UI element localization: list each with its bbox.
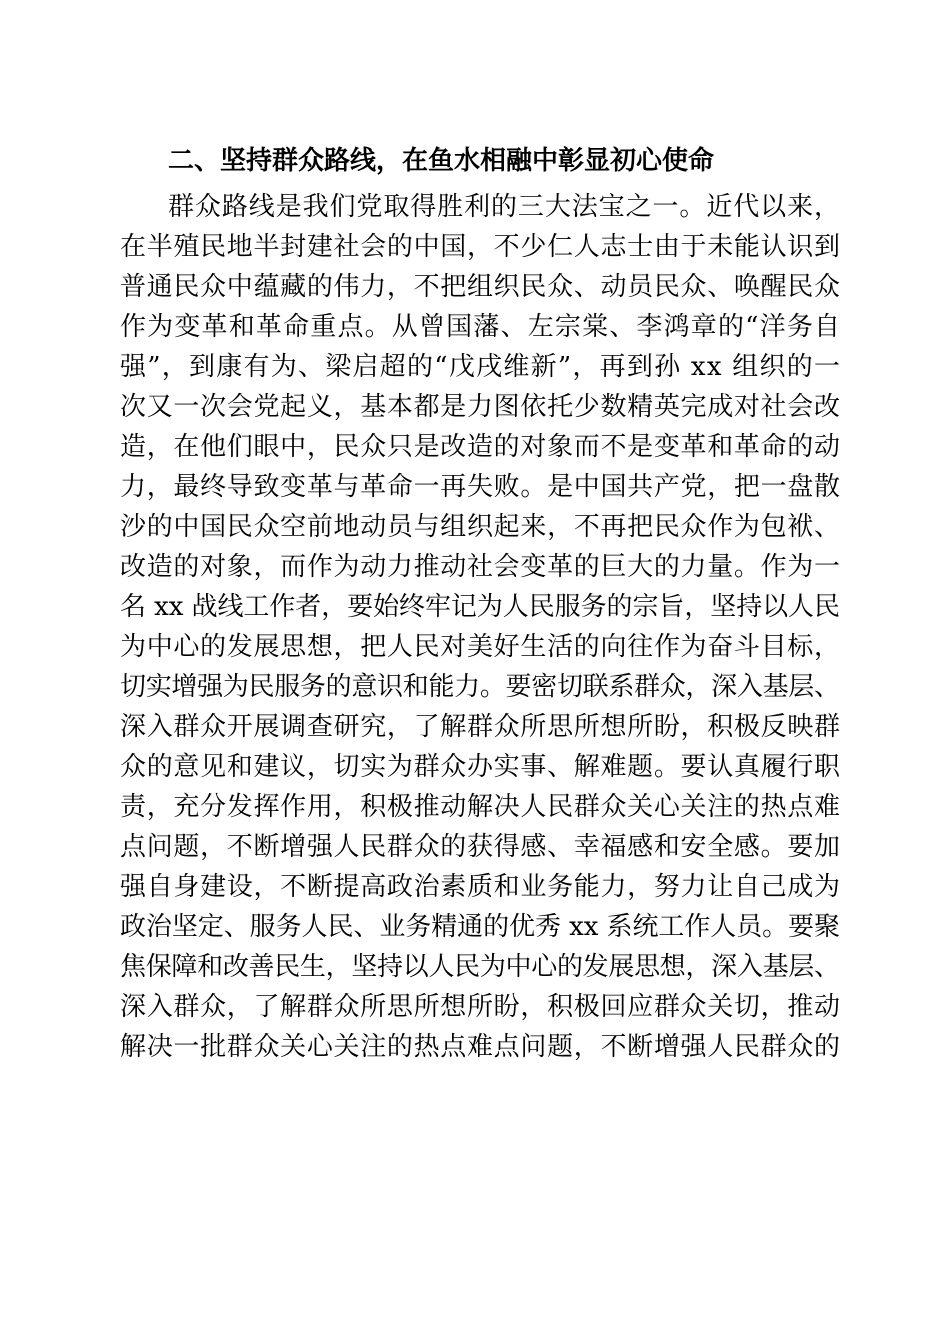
text-line: 造，在他们眼中，民众只是改造的对象而不是变革和革命的动 bbox=[120, 432, 841, 462]
text-line: 群众路线是我们党取得胜利的三大法宝之一。近代以来， bbox=[168, 192, 841, 222]
text-line: 众的意见和建议，切实为群众办实事、解难题。要认真履行职 bbox=[120, 752, 841, 782]
text-line: 强”，到康有为、梁启超的“戊戌维新”，再到孙 xx 组织的一 bbox=[120, 352, 842, 382]
text-line: 力，最终导致变革与革命一再失败。是中国共产党，把一盘散 bbox=[120, 472, 841, 502]
text-line: 次又一次会党起义，基本都是力图依托少数精英完成对社会改 bbox=[120, 392, 841, 422]
text-line: 强自身建设，不断提高政治素质和业务能力，努力让自己成为 bbox=[120, 872, 841, 902]
text-line: 焦保障和改善民生，坚持以人民为中心的发展思想，深入基层、 bbox=[120, 952, 840, 982]
text-line: 政治坚定、服务人民、业务精通的优秀 xx 系统工作人员。要聚 bbox=[120, 912, 840, 942]
text-line: 改造的对象，而作为动力推动社会变革的巨大的力量。作为一 bbox=[120, 552, 841, 582]
text-line: 沙的中国民众空前地动员与组织起来，不再把民众作为包袱、 bbox=[120, 512, 841, 542]
text-line: 作为变革和革命重点。从曾国藩、左宗棠、李鸿章的“洋务自 bbox=[120, 312, 842, 342]
text-line: 在半殖民地半封建社会的中国，不少仁人志士由于未能认识到 bbox=[120, 232, 841, 262]
text-line: 深入群众开展调查研究，了解群众所思所想所盼，积极反映群 bbox=[120, 712, 841, 742]
text-line: 为中心的发展思想，把人民对美好生活的向往作为奋斗目标， bbox=[120, 632, 841, 662]
text-line: 普通民众中蕴藏的伟力，不把组织民众、动员民众、唤醒民众 bbox=[120, 272, 841, 302]
text-line: 名 xx 战线工作者，要始终牢记为人民服务的宗旨，坚持以人民 bbox=[120, 592, 840, 622]
text-line: 深入群众，了解群众所思所想所盼，积极回应群众关切，推动 bbox=[120, 992, 841, 1022]
body-paragraph bbox=[120, 187, 840, 1067]
text-line: 解决一批群众关心关注的热点难点问题，不断增强人民群众的 bbox=[120, 1032, 841, 1062]
text-line: 切实增强为民服务的意识和能力。要密切联系群众，深入基层、 bbox=[120, 672, 840, 702]
section-heading: 二、坚持群众路线，在鱼水相融中彰显初心使命 bbox=[168, 146, 715, 176]
text-line: 点问题，不断增强人民群众的获得感、幸福感和安全感。要加 bbox=[120, 832, 841, 862]
text-line: 责，充分发挥作用，积极推动解决人民群众关心关注的热点难 bbox=[120, 792, 841, 822]
